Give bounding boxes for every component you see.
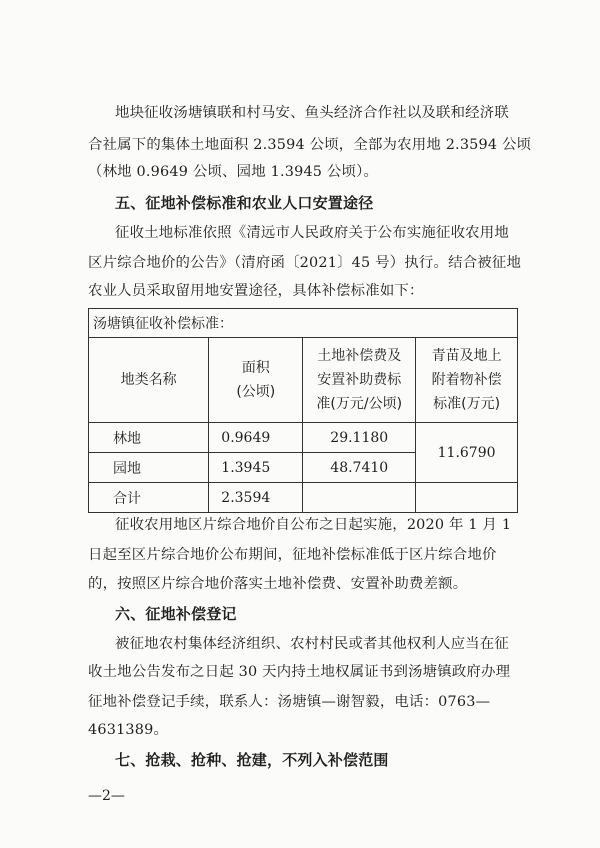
cell-crop-fee: 11.6790 <box>416 423 518 483</box>
header-crop-fee: 青苗及地上 附着物补偿 标准(万元) <box>416 338 518 423</box>
after-table-line-2: 日起至区片综合地价公布期间，征地补偿标准低于区片综合地价 <box>88 547 497 563</box>
cell-land-fee: 29.1180 <box>303 423 416 453</box>
cell-land-type: 林地 <box>89 423 209 453</box>
cell-area: 2.3594 <box>209 483 303 513</box>
after-table-line-3: 的，按照区片综合地价落实土地补偿费、安置补助费差额。 <box>88 576 468 592</box>
table-header-row <box>89 338 518 423</box>
section6-line-3: 征地补偿登记手续，联系人：汤塘镇—谢智毅，电话：0763— <box>88 694 491 710</box>
header-area: 面积 (公顷) <box>209 338 303 423</box>
cell-area: 0.9649 <box>209 423 303 453</box>
section5-line-1: 征收土地标准依照《清远市人民政府关于公布实施征收农用地 <box>115 225 509 241</box>
section7-heading: 七、抢栽、抢种、抢建，不列入补偿范围 <box>115 751 389 769</box>
cell-crop-fee-empty <box>416 483 518 513</box>
page-number: —2— <box>88 788 125 804</box>
intro-line-1: 地块征收汤塘镇联和村马安、鱼头经济合作社以及联和经济联 <box>115 105 509 121</box>
section6-line-2: 收土地公告发布之日起 30 天内持土地权属证书到汤塘镇政府办理 <box>88 664 511 680</box>
intro-line-3: （林地 0.9649 公顷、园地 1.3945 公顷）。 <box>88 164 379 180</box>
section6-heading: 六、征地补偿登记 <box>115 605 237 623</box>
header-land-type: 地类名称 <box>89 338 209 423</box>
section5-heading: 五、征地补偿标准和农业人口安置途径 <box>115 194 374 212</box>
table-row <box>89 423 518 453</box>
table-row <box>89 483 518 513</box>
cell-land-type: 合计 <box>89 483 209 513</box>
intro-line-2: 合社属下的集体土地面积 2.3594 公顷，全部为农用地 2.3594 公顷 <box>88 137 532 153</box>
section6-line-1: 被征地农村集体经济组织、农村村民或者其他权利人应当在征 <box>115 636 509 652</box>
section6-line-4: 4631389。 <box>88 722 169 738</box>
cell-land-fee <box>303 483 416 513</box>
cell-area: 1.3945 <box>209 453 303 483</box>
header-land-fee: 土地补偿费及 安置补助费标 准(万元/公顷) <box>303 338 416 423</box>
cell-land-type: 园地 <box>89 453 209 483</box>
table-caption: 汤塘镇征收补偿标准： <box>89 309 518 338</box>
section5-line-3: 农业人员采取留用地安置途径，具体补偿标准如下： <box>88 283 424 299</box>
compensation-table <box>88 308 518 513</box>
cell-land-fee: 48.7410 <box>303 453 416 483</box>
section5-line-2: 区片综合地价的公告》（清府函〔2021〕45 号）执行。结合被征地 <box>88 255 522 271</box>
after-table-line-1: 征收农用地区片综合地价自公布之日起实施，2020 年 1 月 1 <box>115 517 512 533</box>
